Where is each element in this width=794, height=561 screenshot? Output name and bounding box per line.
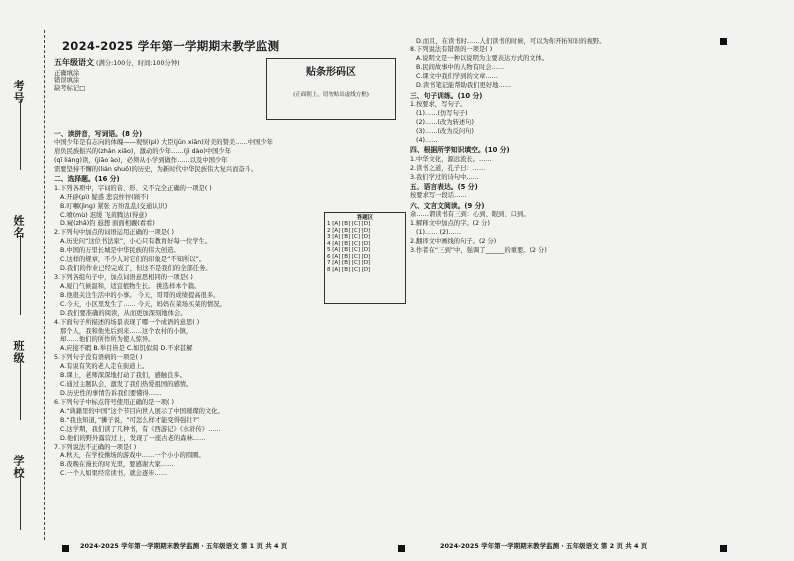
exam-no-label: 考号 — [12, 80, 25, 104]
question-line: B.中国的万里长城是中华民族的伟大创造。 — [60, 247, 180, 255]
cut-line — [44, 30, 45, 540]
question-line: 按要求写一段话…… — [410, 192, 467, 200]
answer-card-row[interactable]: 4 [A] [B] [C] [D] — [327, 240, 371, 247]
question-line: (1)……(仿写句子) — [416, 109, 468, 117]
question-line: 1.下列各项中，字词的音、形、义不完全正确的一项是( ) — [54, 184, 212, 192]
question-line: 1.按要求，写句子。 — [410, 101, 467, 109]
registration-mark — [720, 545, 727, 552]
section-heading: 二、选择题。(16 分) — [54, 175, 120, 184]
question-line: D.我们的作业已经完成了，但这不是我们的全部任务。 — [60, 265, 212, 273]
question-line: D.我们要准确的阅读，从而更加深刻地体会。 — [60, 309, 187, 317]
question-line: 余……谓读书有三到：心到、眼到、口到。 — [410, 211, 530, 219]
question-line: A.说明文是一种以说明为主要表达方式的文体。 — [416, 55, 549, 63]
question-line: 2.下列句中加点的词语运用正确的一项是( ) — [54, 229, 174, 237]
question-line: 3.下列各组句子中，加点词语意思相同的一项是( ) — [54, 274, 193, 281]
registration-mark — [398, 545, 405, 552]
question-line: 那个人，我和他先后到来……这个农村的小镇， — [60, 327, 193, 335]
question-line: 4.下面句子所描述的场景表现了哪一个成语的意思( ) — [54, 318, 200, 326]
name-line — [20, 235, 22, 315]
answer-card — [324, 212, 406, 304]
question-line: 却……他们的所作所为使人惊异。 — [60, 336, 155, 344]
answer-card-row[interactable]: 3 [A] [B] [C] [D] — [327, 234, 371, 241]
question-line: 2.读书之道，孔子曰：…… — [410, 164, 486, 172]
question-line: C.一个人如果经常读书，就会逐步…… — [60, 470, 168, 478]
question-line: A.厦门气候温和，适宜植物生长。 挑选样本个篇。 — [60, 282, 201, 290]
question-line: 1.中华文化，源远流长。…… — [410, 155, 492, 163]
exam-no-line — [20, 100, 22, 170]
question-line: (1)…… (2)…… — [416, 229, 462, 237]
answer-card-row[interactable]: 2 [A] [B] [C] [D] — [327, 227, 371, 234]
question-line: C.今天，小区里发生了…… 今天，妈妈在菜场买菜的情况。 — [60, 300, 226, 308]
question-line: C.这学期，我们读了几种书，有《西游记》《水浒传》…… — [60, 425, 221, 433]
exam-title: 2024-2025 学年第一学期期末教学监测 — [62, 39, 280, 53]
exam-header — [54, 58, 404, 128]
question-line: (3)……(改为反问句) — [416, 127, 474, 135]
answer-card-row[interactable]: 7 [A] [B] [C] [D] — [327, 260, 371, 267]
question-line: 肩负民族振兴的(zhàn xiǎo)，激动的少年……(jì dào)中国少年 — [54, 148, 232, 155]
school-label: 学校 — [12, 455, 25, 479]
answer-card-row[interactable]: 1 [A] [B] [C] [D] — [327, 221, 371, 228]
question-line: A.“典籍里的中国”这个节目向世人展示了中国璀璨的文化。 — [60, 407, 224, 415]
section-heading: 六、文言文阅读。(9 分) — [410, 201, 485, 210]
subject: 五年级语文 — [54, 57, 94, 67]
name-label: 姓名 — [12, 215, 25, 239]
fill-note-3: 缺考标记□ — [54, 84, 86, 92]
question-line: D.他们的野外露营过上，发现了一座古老的森林…… — [60, 434, 206, 442]
section-heading: 一、读拼音，写词语。(8 分) — [54, 129, 143, 138]
question-line: 中国少年是有志向的体魄——观察(pì) 大臣(jūn xiān)对美的赞美……中国少年 — [54, 139, 273, 147]
question-line: C.喷(mù) 迟缓 飞黄腾达(得意) — [60, 211, 148, 219]
question-line: B.夜晚在漫长的时光里，要感谢大家…… — [60, 461, 174, 469]
question-line: 8.下列说法有错误的一项是( ) — [410, 46, 493, 54]
right-questions — [410, 38, 790, 255]
question-line: (2)……(改为转述句) — [416, 118, 474, 126]
question-line: 1.解释文中加点的字。(2 分) — [410, 220, 490, 228]
subject-note: (满分:100分，时间:100分钟) — [96, 59, 180, 67]
question-line: 7.下列说法不正确的一项是( ) — [54, 443, 137, 451]
question-line: 6.下列句子中标点符号使用正确的是一项( ) — [54, 398, 174, 406]
question-line: B.民间故事中的人物有时会…… — [416, 64, 505, 72]
question-line: D.历史性的事情告诉我们要懂得…… — [60, 389, 162, 397]
question-line: B.他很关注生活中的小事。 今天，哥哥的成绩提高很多。 — [60, 291, 220, 299]
question-line: D.读书笔记能帮助我们更好地…… — [416, 82, 512, 90]
answer-card-row[interactable]: 6 [A] [B] [C] [D] — [327, 253, 371, 260]
question-line: C.这样的规章，不少人对它们的印象是“不知所以”。 — [60, 256, 206, 264]
question-line: A.秋天，在学校操场的游戏中……一个小小的圆圈。 — [60, 452, 205, 460]
fill-note-1: 正确填涂 — [54, 70, 80, 77]
question-line: A.历史问“这位书法家”，小心只有教育好每一位学生。 — [60, 238, 212, 246]
question-line: 3.我们学过的诗句中…… — [410, 173, 479, 181]
section-heading: 五、语言表达。(5 分) — [410, 182, 478, 191]
barcode-note: (正面朝上，切勿贴出虚线方框) — [293, 92, 369, 99]
school-line — [20, 475, 22, 530]
question-line: (qī liáng)读，(jiāo ào)，必须从小学到做作……以及中国少年 — [54, 156, 228, 164]
question-line: 5.下列句子没有语病的一项是( ) — [54, 354, 143, 362]
question-line: D.而且，在读书时……人们读书的时候，可以为你开拓知识的视野。 — [416, 37, 606, 45]
section-heading: 四、根据所学知识填空。(10 分) — [410, 146, 510, 155]
question-line: A.开辟(pì) 疑惑 悲哀怦怦(顾不) — [60, 193, 149, 201]
section-heading: 三、句子训练。(10 分) — [410, 91, 483, 100]
question-line: A.有说有笑的老人走在街道上。 — [60, 363, 149, 371]
question-line: A.应接不暇 B.举目皆是 C.如饥似渴 D.不求甚解 — [60, 345, 193, 353]
registration-mark — [62, 545, 69, 552]
barcode-title: 贴条形码区 — [306, 66, 356, 78]
answer-card-row[interactable]: 8 [A] [B] [C] [D] — [327, 266, 371, 273]
question-line: B.“我也知道，”狮子说，“可怎么样才能变得强壮?” — [60, 416, 200, 424]
fill-note-2: 错误填涂 — [54, 77, 80, 85]
question-line: D.窥(zhǎ)钓 遐想 面面相觑(看看) — [60, 220, 155, 228]
footer-right: 2024-2025 学年第一学期期末教学监测 · 五年级语文 第 2 页 共 4 页 — [440, 542, 648, 550]
class-line — [20, 360, 22, 420]
footer-left: 2024-2025 学年第一学期期末教学监测 · 五年级语文 第 1 页 共 4 页 — [80, 542, 288, 550]
binding-margin — [0, 0, 50, 561]
question-line: 需要坚持不懈的(lián shuō)的历史，为新时代中华民族伟大复兴而奋斗。 — [54, 165, 258, 173]
barcode-area — [266, 58, 396, 120]
question-line: C.课文中我们学到的文章…… — [416, 73, 498, 81]
question-line: 2.翻译文中画线的句子。(2 分) — [410, 238, 497, 246]
question-line: 3.作者在“三到”中，强调了______的重要。(2 分) — [410, 247, 547, 255]
question-line: B.课上，老师深深地打动了我们，感触良多。 — [60, 372, 186, 380]
question-line: C.通过主题队会，激发了我们热爱祖国的感情。 — [60, 381, 193, 389]
answer-card-title: 答题区 — [356, 215, 374, 221]
question-line: (4)…… — [416, 136, 438, 144]
answer-card-row[interactable]: 5 [A] [B] [C] [D] — [327, 247, 371, 254]
class-label: 班级 — [12, 340, 25, 364]
question-line: B.叮嘱(jìng) 紧张 万纷乱乱(交通认识) — [60, 202, 168, 210]
page-right — [410, 0, 790, 255]
page-left — [54, 0, 404, 478]
